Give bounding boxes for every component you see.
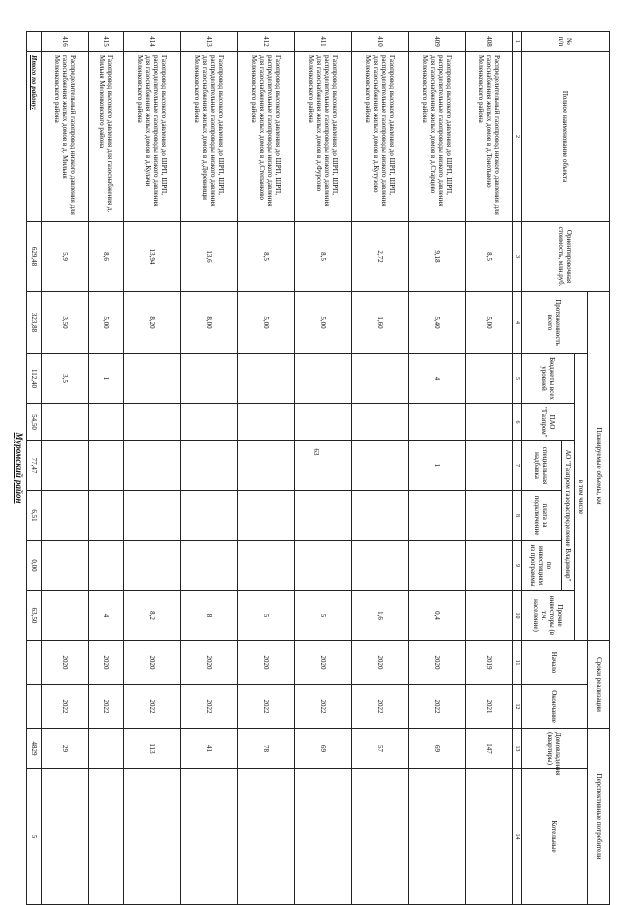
row-budgets [123,354,180,404]
row-pao [123,404,180,441]
row-boilers [237,769,294,905]
row-special [351,441,408,491]
table-row [41,32,88,905]
row-name: Газопровод высокого давления для газоснабжения д. Мильня Меленковского района [88,52,123,222]
row-cost: 8,5 [237,222,294,292]
gas-pipeline-table [12,31,610,905]
column-number: 3 [512,222,521,292]
header-other-investors: Прочие инвесторы (в т.ч. население) [521,591,574,641]
row-name: Распределительный газопровод низкого давления для газоснабжения жилых домов в д.Тонотьвено Меленковского района [465,52,512,222]
table-row [294,32,351,905]
total-num [26,32,41,52]
row-cost: 5,9 [41,222,88,292]
row-end: 2022 [88,685,123,729]
row-end: 2022 [408,685,465,729]
total-start [26,641,41,685]
header-name: Полное наименование объекта [521,52,609,222]
row-end: 2022 [180,685,237,729]
row-name: Газопровод высокого давления до ШРП, ШРП, распределительные газопроводы низкого давления для газоснабжения жилых домов в д.Деревнищи Меленковского района [180,52,237,222]
header-households: Домовладения (квартиры) [521,729,587,769]
column-number: 4 [512,292,521,354]
row-pao [180,404,237,441]
row-pao [294,404,351,441]
header-boilers: Котельные [521,769,587,905]
row-budgets [294,354,351,404]
header-connection-fee: плата за подключение [521,491,561,541]
row-households: 69 [408,729,465,769]
row-pao [351,404,408,441]
total-budgets: 112,40 [26,354,41,404]
column-numbers-row [512,32,521,905]
column-number: 7 [512,441,521,491]
page-number: 63 [312,448,320,456]
row-inv [237,541,294,591]
header-special-surcharge: специальная надбавка [521,441,561,491]
row-num: 413 [180,32,237,52]
row-cost: 13,94 [123,222,180,292]
row-households [88,729,123,769]
header-ao-group: АО "Газпром газораспределение Владимир" [561,441,574,591]
total-households: 4829 [26,729,41,769]
row-inv [408,541,465,591]
column-number: 11 [512,641,521,685]
row-households: 113 [123,729,180,769]
row-budgets: 3,5 [41,354,88,404]
row-fee [123,491,180,541]
table-row [465,32,512,905]
row-households: 41 [180,729,237,769]
row-pao [88,404,123,441]
row-inv [465,541,512,591]
row-budgets: 1 [88,354,123,404]
row-end: 2022 [351,685,408,729]
row-pao [408,404,465,441]
row-length: 3,50 [41,292,88,354]
row-other: 1,6 [351,591,408,641]
row-cost: 8,6 [88,222,123,292]
row-name: Газопровод высокого давления до ШРП, ШРП, распределительные газопроводы низкого давления для газоснабжения жилых домов в д.Фурсово Меленковского района [294,52,351,222]
row-households: 147 [465,729,512,769]
row-inv [351,541,408,591]
row-end: 2022 [123,685,180,729]
row-num: 414 [123,32,180,52]
row-households: 78 [237,729,294,769]
row-special: 1 [408,441,465,491]
row-boilers [294,769,351,905]
row-budgets [351,354,408,404]
total-special: 77,47 [26,441,41,491]
header-num: № п/п [521,32,609,52]
column-number: 10 [512,591,521,641]
total-inv: 0,00 [26,541,41,591]
row-end: 2022 [41,685,88,729]
district-heading-cell [12,32,27,905]
row-cost: 13,6 [180,222,237,292]
row-fee [180,491,237,541]
row-end: 2021 [465,685,512,729]
table-row [88,32,123,905]
row-fee [465,491,512,541]
row-fee [294,491,351,541]
row-other: 0,4 [408,591,465,641]
column-number: 13 [512,729,521,769]
row-length: 1,60 [351,292,408,354]
row-cost: 9,18 [408,222,465,292]
row-name: Распределительный газопровод низкого давления для газоснабжения жилых домов в д. Мильня Меленковского района [41,52,88,222]
row-cost: 2,72 [351,222,408,292]
column-number: 8 [512,491,521,541]
column-number: 2 [512,52,521,222]
row-length: 5,00 [294,292,351,354]
header-consumers: Перспективные потребители [588,729,610,905]
row-households: 69 [294,729,351,769]
row-fee [237,491,294,541]
row-start: 2020 [41,641,88,685]
header-length-total: Протяженность всего [521,292,587,354]
row-inv [88,541,123,591]
row-pao [237,404,294,441]
header-gazprom-pao: ПАО "Газпром" [521,404,574,441]
row-other: 5 [237,591,294,641]
row-num: 408 [465,32,512,52]
row-cost: 8,5 [465,222,512,292]
header-budgets: Бюджеты всех уровней [521,354,574,404]
row-cost: 8,5 [294,222,351,292]
header-volumes: Планируемые объемы, км [588,292,610,641]
row-budgets [465,354,512,404]
header-end: Окончание [521,685,587,729]
row-special [41,441,88,491]
row-inv [180,541,237,591]
row-num: 410 [351,32,408,52]
column-number: 12 [512,685,521,729]
row-special [88,441,123,491]
row-budgets [180,354,237,404]
row-length: 8,20 [123,292,180,354]
row-name: Газопровод высокого давления до ШРП, ШРП, распределительные газопроводы низкого давления для газоснабжения жилых домов в д.Кулачи Меленковского района [123,52,180,222]
row-length: 5,00 [237,292,294,354]
row-fee [351,491,408,541]
row-households: 29 [41,729,88,769]
row-other: 8 [180,591,237,641]
row-fee [41,491,88,541]
row-inv [41,541,88,591]
row-end: 2022 [294,685,351,729]
row-start: 2020 [88,641,123,685]
row-name: Газопровод высокого давления до ШРП, ШРП, распределительные газопроводы низкого давления для газоснабжения жилых домов в д.Кутузово Меленковского района [351,52,408,222]
row-other: 5 [294,591,351,641]
total-end [26,685,41,729]
row-num: 409 [408,32,465,52]
row-special [123,441,180,491]
row-length: 5,00 [88,292,123,354]
table-row [237,32,294,905]
table-row [180,32,237,905]
row-fee [88,491,123,541]
row-length: 5,00 [465,292,512,354]
row-start: 2020 [123,641,180,685]
total-label: Итого по району: [26,52,41,222]
total-cost: 629,48 [26,222,41,292]
row-num: 412 [237,32,294,52]
district-heading: Муромский район [13,432,24,504]
row-end: 2022 [237,685,294,729]
row-boilers [88,769,123,905]
column-number: 14 [512,769,521,905]
rotated-page-content [8,31,610,904]
header-row-1 [588,32,610,905]
column-number: 5 [512,354,521,404]
row-other: 4 [88,591,123,641]
row-inv [294,541,351,591]
column-number: 9 [512,541,521,591]
total-length: 323,88 [26,292,41,354]
row-special [180,441,237,491]
row-special [237,441,294,491]
total-fee: 6,51 [26,491,41,541]
header-terms: Сроки реализации [588,641,610,729]
row-budgets [237,354,294,404]
row-boilers [465,769,512,905]
row-special [294,441,351,491]
table-row [123,32,180,905]
row-boilers [351,769,408,905]
row-num: 415 [88,32,123,52]
row-other [465,591,512,641]
row-fee [408,491,465,541]
header-investments: по инвестициям из программы [521,541,561,591]
row-other: 8,2 [123,591,180,641]
total-other: 63,50 [26,591,41,641]
column-number: 6 [512,404,521,441]
row-start: 2020 [237,641,294,685]
row-boilers [408,769,465,905]
row-length: 8,00 [180,292,237,354]
row-pao [465,404,512,441]
row-num: 416 [41,32,88,52]
row-start: 2020 [408,641,465,685]
row-name: Газопровод высокого давления до ШРП, ШРП, распределительные газопроводы низкого давления для газоснабжения жилых домов в д.Степанково Меленковского района [237,52,294,222]
total-pao: 54,50 [26,404,41,441]
row-length: 5,40 [408,292,465,354]
row-start: 2020 [180,641,237,685]
row-start: 2019 [465,641,512,685]
row-start: 2020 [351,641,408,685]
total-boilers: 5 [26,769,41,905]
header-start: Начало [521,641,587,685]
header-incl: в том числе [574,354,587,641]
row-pao [41,404,88,441]
row-boilers [41,769,88,905]
total-row [26,32,41,905]
row-boilers [123,769,180,905]
district-heading-row [12,32,27,905]
column-number: 1 [512,32,521,52]
row-boilers [180,769,237,905]
row-special [465,441,512,491]
row-start: 2020 [294,641,351,685]
row-households: 57 [351,729,408,769]
row-budgets: 4 [408,354,465,404]
header-cost: Ориентировочная стоимость, млн.руб. [521,222,609,292]
row-name: Газопровод высокого давления до ШРП, ШРП, распределительные газопроводы низкого давления для газоснабжения жилых домов в д.Старцево Меленковского района [408,52,465,222]
row-other [41,591,88,641]
table-row [408,32,465,905]
row-inv [123,541,180,591]
table-row [351,32,408,905]
row-num: 411 [294,32,351,52]
